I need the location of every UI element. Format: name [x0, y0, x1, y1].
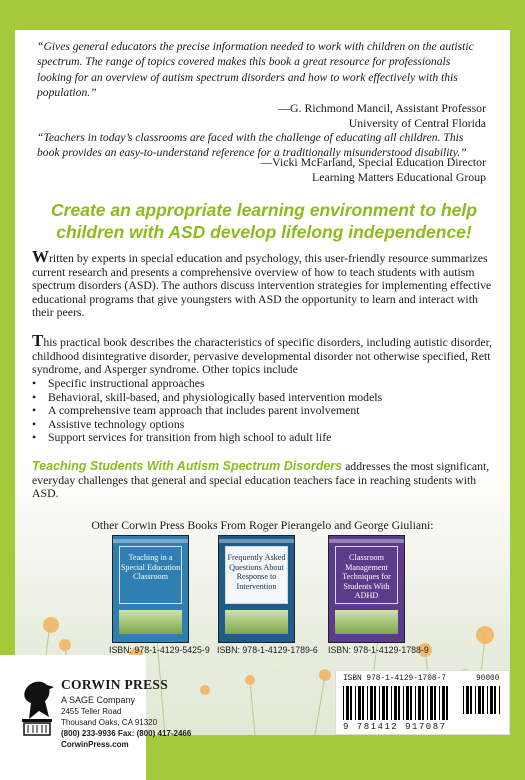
quote-2-affiliation: Learning Matters Educational Group [312, 170, 486, 185]
publisher-name: CORWIN PRESS [61, 677, 169, 692]
book-cover-2 [218, 535, 295, 643]
barcode-block [335, 670, 510, 735]
quote-2-text: “Teachers in today’s classrooms are faced with the challenge of educating all children. This book provides an easy-to-understand reference for a traditionally misunderstood disability.” [37, 131, 467, 160]
book-title-inline: Teaching Students With Autism Spectrum Disorders [32, 459, 343, 473]
list-item: • Support services for transition from high school to adult life [32, 430, 332, 445]
publisher-phone: (800) 233-9936 Fax: (800) 417-2466 [61, 729, 192, 738]
publisher-address-2: Thousand Oaks, CA 91320 [61, 718, 158, 727]
barcode-digits: 9 781412 917087 [343, 722, 447, 732]
book-3-isbn: ISBN: 978-1-4129-1788-9 [328, 645, 429, 655]
book-2-isbn: ISBN: 978-1-4129-1789-6 [217, 645, 318, 655]
quote-1-affiliation: University of Central Florida [348, 116, 486, 131]
quote-1-attribution [278, 101, 486, 132]
publisher-block [0, 655, 192, 780]
book-1-isbn: ISBN: 978-1-4129-5425-9 [109, 645, 210, 655]
publisher-tagline: A SAGE Company [61, 695, 136, 705]
book-cover-1 [112, 535, 189, 643]
list-item: • Behavioral, skill-based, and physiologically based intervention models [32, 389, 383, 404]
quote-1-text: “Gives general educators the precise information needed to work with children on the autistic spectrum. The range of topics covered makes this book a great resource for professionals looking for an overview of autism spectrum disorders and how to work effectively with this population.” [37, 40, 474, 100]
barcode-price-code: 90000 [476, 675, 500, 683]
back-cover-panel [15, 30, 510, 749]
closing-paragraph [32, 460, 494, 501]
dropcap-w: W [32, 247, 49, 266]
closing-text: addresses the most significant, everyday challenges that general and special education teachers face in reaching students with ASD. [32, 459, 490, 501]
publisher-address-1: 2455 Teller Road [61, 707, 122, 716]
book-cover-2-title: Frequently Asked Questions About Response to Intervention [225, 546, 288, 604]
quote-2-attribution [260, 155, 486, 186]
topics-list [32, 377, 382, 445]
list-item: • A comprehensive team approach that includes parent involvement [32, 403, 360, 418]
list-item: • Assistive technology options [32, 416, 185, 431]
tagline: Create an appropriate learning environment to help children with ASD develop lifelong independence! [51, 200, 477, 242]
paragraph-2-text: his practical book describes the characteristics of specific disorders, including autistic disorder, childhood disintegrative disorder, pervasive developmental disorder not otherwise specified, Rett syndrome, and Asperger syndrome. Other topics include [32, 335, 492, 377]
quote-2-author: —Vicki McFarland, Special Education Director [260, 155, 486, 169]
dropcap-t: T [32, 331, 44, 350]
publisher-website: CorwinPress.com [61, 740, 129, 749]
paragraph-1-text: ritten by experts in special education and psychology, this user-friendly resource summarizes current research and presents a comprehensive overview of how to teach students with autism spectrum disorders (ASD). The authors discuss intervention strategies for implementing effective educational programs that give youngsters with ASD the opportunity to learn and interact with their peers. [32, 251, 492, 320]
list-item: • Specific instructional approaches [32, 376, 205, 390]
isbn-barcode-bars [343, 686, 453, 722]
corwin-raven-logo [19, 677, 55, 737]
price-barcode-bars [463, 686, 503, 714]
book-cover-1-title: Teaching in a Special Education Classroom [119, 546, 182, 604]
book-cover-3 [328, 535, 405, 643]
description-paragraph-1 [32, 247, 494, 320]
quote-1-author: —G. Richmond Mancil, Assistant Professor [278, 101, 486, 115]
book-cover-3-title: Classroom Management Techniques for Students With ADHD [335, 546, 398, 604]
description-paragraph-2 [32, 331, 494, 377]
barcode-isbn: ISBN 978-1-4129-1708-7 [343, 675, 446, 683]
other-books-heading: Other Corwin Press Books From Roger Pierangelo and George Giuliani: [91, 518, 434, 532]
